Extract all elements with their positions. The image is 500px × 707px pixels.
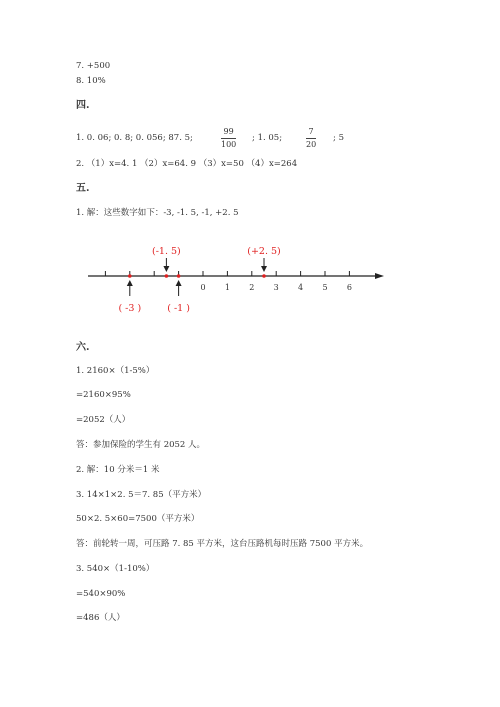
section-6-answer-1: 答：参加保险的学生有 2052 人。 bbox=[76, 440, 206, 450]
point-label: (-1. 5) bbox=[152, 246, 181, 257]
point-label: ( -3 ) bbox=[118, 303, 142, 314]
section-4-heading: 四. bbox=[76, 100, 90, 111]
point-label: (+2. 5) bbox=[247, 246, 281, 257]
point-label: ( -1 ) bbox=[167, 303, 190, 314]
section-6-line-9: 3. 540×（1-10%） bbox=[76, 564, 155, 574]
number-line-tick-label: 1 bbox=[224, 283, 230, 292]
number-line-tick-label: 4 bbox=[298, 283, 304, 292]
section-6-line-5: 2. 解：10 分米＝1 米 bbox=[76, 465, 160, 475]
point-arrow-head bbox=[127, 280, 133, 286]
section-6-line-3: =2052（人） bbox=[76, 415, 131, 425]
point-arrow-head bbox=[163, 266, 169, 272]
number-line-tick-label: 5 bbox=[322, 283, 328, 292]
section-6-line-2: =2160×95% bbox=[76, 390, 131, 400]
section-5-line-1: 1. 解：这些数字如下：-3, -1. 5, -1, +2. 5 bbox=[76, 208, 239, 218]
section-5-heading: 五. bbox=[76, 183, 90, 194]
number-line-arrowhead bbox=[375, 273, 384, 279]
section-4-line-1-prefix: 1. 0. 06; 0. 8; 0. 056; 87. 5; bbox=[76, 133, 193, 143]
section-4-line-2: 2. （1）x=4. 1 （2）x=64. 9 （3）x=50 （4）x=264 bbox=[76, 159, 298, 169]
number-line-tick-label: 0 bbox=[200, 283, 206, 292]
number-line-tick-label: 3 bbox=[273, 283, 279, 292]
section-6-line-7: 50×2. 5×60=7500（平方米） bbox=[76, 514, 200, 524]
number-line-point-marker bbox=[177, 274, 181, 278]
section-4-line-1-suffix: ; 5 bbox=[333, 133, 344, 143]
number-line-tick-label: 2 bbox=[249, 283, 255, 292]
fraction-numerator: 7 bbox=[308, 127, 314, 136]
point-arrow-head bbox=[261, 266, 267, 272]
section-4-line-1-mid: ; 1. 05; bbox=[252, 133, 283, 143]
point-arrow-head bbox=[176, 280, 182, 286]
fraction-denominator: 100 bbox=[221, 140, 237, 149]
section-6-line-10: =540×90% bbox=[76, 589, 126, 599]
section-6-line-1: 1. 2160×（1-5%） bbox=[76, 366, 155, 376]
section-6-answer-2: 答：前轮转一周，可压路 7. 85 平方米，这台压路机每时压路 7500 平方米。 bbox=[76, 539, 369, 549]
number-line-point-marker bbox=[128, 274, 132, 278]
answer-line-8: 8. 10% bbox=[76, 76, 106, 86]
number-line-point-marker bbox=[262, 274, 266, 278]
fraction-denominator: 20 bbox=[306, 140, 317, 149]
number-line-point-marker bbox=[165, 274, 169, 278]
fraction-numerator: 99 bbox=[223, 127, 234, 136]
answer-line-7: 7. +500 bbox=[76, 61, 111, 71]
section-6-line-6: 3. 14×1×2. 5＝7. 85（平方米） bbox=[76, 490, 207, 500]
number-line-tick-label: 6 bbox=[346, 283, 352, 292]
section-6-heading: 六. bbox=[76, 342, 90, 353]
section-6-line-11: =486（人） bbox=[76, 613, 125, 623]
